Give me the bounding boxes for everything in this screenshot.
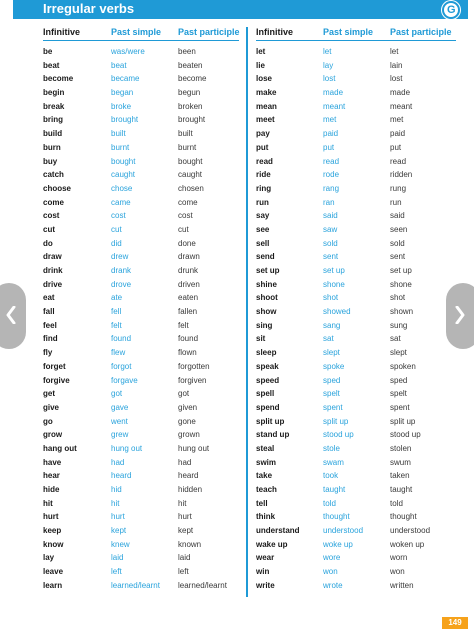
verb-form-cell: make	[256, 88, 277, 98]
verb-form-cell: lost	[390, 74, 403, 84]
verb-form-cell: split up	[390, 416, 416, 426]
verb-form-cell: hang out	[43, 443, 77, 453]
verb-form-cell: bring	[43, 115, 63, 125]
verb-form-cell: drove	[111, 279, 132, 289]
verb-form-cell: hung out	[111, 443, 143, 453]
left-past-participle-column	[178, 45, 227, 593]
verb-form-cell: show	[256, 307, 277, 317]
verb-form-cell: went	[111, 416, 128, 426]
verb-form-cell: catch	[43, 170, 64, 180]
verb-form-cell: took	[323, 471, 339, 481]
verb-form-cell: split up	[256, 416, 285, 426]
verb-form-cell: lost	[323, 74, 336, 84]
verb-form-cell: found	[111, 334, 132, 344]
verb-form-cell: cost	[178, 211, 193, 221]
verb-form-cell: sent	[323, 252, 339, 262]
verb-form-cell: spent	[390, 402, 410, 412]
verb-form-cell: was/were	[111, 47, 145, 56]
verb-form-cell: stolen	[390, 443, 412, 453]
verb-form-cell: caught	[111, 170, 136, 180]
verb-form-cell: ate	[111, 293, 123, 303]
verb-form-cell: sat	[390, 334, 401, 344]
verb-form-cell: cut	[111, 224, 122, 234]
verb-form-cell: flew	[111, 348, 126, 358]
verb-form-cell: burnt	[111, 142, 130, 152]
chevron-left-icon	[6, 306, 16, 324]
verb-form-cell: draw	[43, 252, 62, 262]
verb-form-cell: sold	[390, 238, 405, 248]
verb-form-cell: understand	[256, 526, 300, 536]
verb-form-cell: heard	[178, 471, 199, 481]
verb-form-cell: had	[111, 457, 125, 467]
verb-form-cell: came	[111, 197, 131, 207]
verb-form-cell: beat	[111, 60, 127, 70]
verb-form-cell: sold	[323, 238, 338, 248]
verb-form-cell: sung	[390, 320, 408, 330]
verb-form-cell: seen	[390, 224, 408, 234]
verb-form-cell: shot	[390, 293, 406, 303]
verb-form-cell: hung out	[178, 443, 210, 453]
verb-form-cell: put	[323, 142, 335, 152]
verb-form-cell: got	[178, 389, 190, 399]
right-infinitive-column	[256, 45, 300, 593]
verb-form-cell: let	[323, 47, 332, 56]
verb-form-cell: won	[323, 567, 338, 577]
verb-form-cell: become	[43, 74, 74, 84]
left-infinitive-column	[43, 45, 77, 593]
logo-letter: G	[447, 4, 456, 16]
verb-form-cell: brought	[111, 115, 139, 125]
verb-form-cell: drew	[111, 252, 129, 262]
verb-form-cell: find	[43, 334, 58, 344]
verb-form-cell: teach	[256, 485, 277, 494]
verb-form-cell: spend	[256, 402, 280, 412]
verb-form-cell: hidden	[178, 485, 203, 494]
verb-form-cell: rung	[390, 183, 407, 193]
verb-form-cell: run	[256, 197, 269, 207]
verb-form-cell: understood	[390, 526, 431, 536]
verb-form-cell: spelt	[390, 389, 407, 399]
verb-form-cell: wrote	[323, 580, 343, 590]
verb-form-cell: built	[178, 129, 193, 139]
verb-form-cell: sped	[390, 375, 408, 385]
right-heading-past-participle: Past participle	[390, 27, 452, 37]
verb-form-cell: cut	[178, 224, 189, 234]
verb-form-cell: sped	[323, 375, 341, 385]
verb-form-cell: felt	[111, 320, 122, 330]
verb-form-cell: drunk	[178, 266, 199, 275]
verb-form-cell: stole	[323, 443, 340, 453]
verb-form-cell: swim	[256, 457, 277, 467]
verb-form-cell: shone	[323, 279, 345, 289]
verb-form-cell: hit	[111, 498, 120, 508]
verb-form-cell: shown	[390, 307, 414, 317]
page-footer	[13, 617, 468, 629]
verb-form-cell: slept	[323, 348, 340, 358]
verb-form-cell: eat	[43, 293, 55, 303]
verb-form-cell: stood up	[323, 430, 354, 440]
verb-form-cell: ride	[256, 170, 271, 180]
verb-form-cell: cost	[43, 211, 60, 221]
verb-form-cell: forget	[43, 361, 66, 371]
verb-form-cell: gone	[178, 416, 196, 426]
left-heading-past-participle: Past participle	[178, 27, 240, 37]
verb-form-cell: keep	[43, 526, 62, 536]
verb-form-cell: sang	[323, 320, 341, 330]
verb-form-cell: split up	[323, 416, 349, 426]
verb-form-cell: break	[43, 101, 65, 111]
column-divider	[246, 27, 248, 597]
verb-form-cell: sat	[323, 334, 334, 344]
verb-form-cell: known	[178, 539, 202, 549]
verb-form-cell: sleep	[256, 348, 277, 358]
verb-form-cell: read	[323, 156, 340, 166]
verb-form-cell: rang	[323, 183, 340, 193]
verb-form-cell: had	[178, 457, 192, 467]
verb-form-cell: hurt	[43, 512, 59, 522]
verb-form-cell: be	[43, 47, 53, 56]
verb-form-cell: swum	[390, 457, 411, 467]
verb-form-cell: built	[111, 129, 126, 139]
verb-form-cell: fly	[43, 348, 53, 358]
verb-form-cell: forgive	[43, 375, 70, 385]
verb-form-cell: spelt	[323, 389, 340, 399]
verb-form-cell: stand up	[256, 430, 290, 440]
verb-form-cell: met	[323, 115, 337, 125]
verb-form-cell: think	[256, 512, 276, 522]
left-heading-past-simple: Past simple	[111, 27, 162, 37]
page-number-badge: 149	[442, 617, 468, 629]
verb-form-cell: set up	[390, 266, 412, 275]
verb-form-cell: saw	[323, 224, 338, 234]
verb-form-cell: learn	[43, 580, 63, 590]
verb-form-cell: felt	[178, 320, 189, 330]
verb-form-cell: ran	[323, 197, 335, 207]
verb-form-cell: chose	[111, 183, 133, 193]
verb-form-cell: shoot	[256, 293, 278, 303]
verb-form-cell: put	[256, 142, 269, 152]
verb-form-cell: taught	[390, 485, 413, 494]
verb-form-cell: come	[43, 197, 64, 207]
verb-form-cell: hide	[43, 485, 60, 494]
verb-form-cell: speak	[256, 361, 279, 371]
verb-form-cell: see	[256, 224, 270, 234]
verb-form-cell: fall	[43, 307, 55, 317]
verb-form-cell: build	[43, 129, 63, 139]
verb-form-cell: spent	[323, 402, 343, 412]
verb-form-cell: kept	[178, 526, 194, 536]
verb-form-cell: set up	[323, 266, 345, 275]
verb-form-cell: laid	[178, 553, 191, 563]
verb-form-cell: shone	[390, 279, 412, 289]
verb-form-cell: made	[390, 88, 411, 98]
verb-form-cell: do	[43, 238, 53, 248]
verb-form-cell: driven	[178, 279, 200, 289]
right-heading-rule	[256, 40, 456, 41]
verb-form-cell: done	[178, 238, 196, 248]
verb-form-cell: sent	[390, 252, 406, 262]
verb-form-cell: meet	[256, 115, 275, 125]
verb-form-cell: eaten	[178, 293, 199, 303]
verb-form-cell: thought	[390, 512, 417, 522]
verb-form-cell: sing	[256, 320, 273, 330]
verb-form-cell: knew	[111, 539, 130, 549]
verb-form-cell: drink	[43, 266, 63, 275]
verb-form-cell: tell	[256, 498, 268, 508]
verb-form-cell: shot	[323, 293, 339, 303]
verb-form-cell: won	[390, 567, 405, 577]
verb-form-cell: write	[256, 580, 275, 590]
verb-form-cell: grow	[43, 430, 63, 440]
verb-form-cell: forgiven	[178, 375, 207, 385]
verb-form-cell: thought	[323, 512, 350, 522]
verb-form-cell: been	[178, 47, 196, 56]
verb-form-cell: hurt	[111, 512, 125, 522]
verb-form-cell: read	[256, 156, 273, 166]
verb-form-cell: woken up	[390, 539, 425, 549]
verb-form-cell: written	[390, 580, 414, 590]
verb-form-cell: rode	[323, 170, 340, 180]
verb-form-cell: burn	[43, 142, 61, 152]
verb-form-cell: drank	[111, 266, 132, 275]
right-past-participle-column	[390, 45, 430, 593]
verb-form-cell: forgave	[111, 375, 138, 385]
verb-form-cell: learned/learnt	[178, 580, 227, 590]
textbook-page	[13, 0, 468, 632]
verb-form-cell: bought	[178, 156, 203, 166]
verb-form-cell: hid	[111, 485, 122, 494]
verb-form-cell: stood up	[390, 430, 421, 440]
verb-form-cell: made	[323, 88, 344, 98]
verb-form-cell: drawn	[178, 252, 200, 262]
right-heading-infinitive: Infinitive	[256, 27, 294, 37]
verb-form-cell: run	[390, 197, 402, 207]
verb-form-cell: meant	[323, 101, 346, 111]
right-past-simple-column	[323, 45, 363, 593]
verb-form-cell: steal	[256, 443, 275, 453]
verb-form-cell: have	[43, 457, 62, 467]
verb-form-cell: go	[43, 416, 53, 426]
verb-form-cell: kept	[111, 526, 127, 536]
verb-form-cell: begin	[43, 88, 65, 98]
verb-form-cell: get	[43, 389, 55, 399]
verb-form-cell: told	[390, 498, 403, 508]
verb-form-cell: grown	[178, 430, 200, 440]
verb-form-cell: hit	[43, 498, 53, 508]
verb-form-cell: broke	[111, 101, 132, 111]
verb-form-cell: wore	[323, 553, 341, 563]
verb-form-cell: lose	[256, 74, 273, 84]
verb-form-cell: swam	[323, 457, 344, 467]
verb-form-cell: woke up	[323, 539, 353, 549]
verb-form-cell: bought	[111, 156, 136, 166]
verb-form-cell: got	[111, 389, 123, 399]
verb-form-cell: heard	[111, 471, 132, 481]
verb-form-cell: meant	[390, 101, 413, 111]
verb-form-cell: become	[178, 74, 207, 84]
verb-form-cell: drive	[43, 279, 63, 289]
verb-form-cell: wake up	[256, 539, 288, 549]
verb-form-cell: cut	[43, 224, 55, 234]
verb-form-cell: sell	[256, 238, 270, 248]
verb-form-cell: forgotten	[178, 361, 210, 371]
verb-form-cell: lay	[43, 553, 55, 563]
previous-page-button[interactable]	[0, 283, 26, 349]
verb-form-cell: pay	[256, 129, 270, 139]
verb-form-cell: take	[256, 471, 273, 481]
verb-form-cell: forgot	[111, 361, 132, 371]
verb-form-cell: leave	[43, 567, 64, 577]
left-heading-infinitive: Infinitive	[43, 27, 81, 37]
verb-form-cell: left	[178, 567, 189, 577]
verb-form-cell: told	[323, 498, 336, 508]
verb-form-cell: give	[43, 402, 60, 412]
verb-form-cell: spoken	[390, 361, 416, 371]
verb-form-cell: did	[111, 238, 122, 248]
verb-form-cell: began	[111, 88, 134, 98]
verb-form-cell: send	[256, 252, 275, 262]
verb-form-cell: say	[256, 211, 270, 221]
verb-form-cell: lie	[256, 60, 265, 70]
verb-form-cell: feel	[43, 320, 57, 330]
right-heading-past-simple: Past simple	[323, 27, 374, 37]
verb-form-cell: lay	[323, 60, 334, 70]
verb-form-cell: wear	[256, 553, 275, 563]
verb-form-cell: begun	[178, 88, 201, 98]
verb-form-cell: speed	[256, 375, 280, 385]
verb-form-cell: worn	[390, 553, 408, 563]
verb-form-cell: set up	[256, 266, 280, 275]
verb-form-cell: sit	[256, 334, 266, 344]
verb-form-cell: broken	[178, 101, 203, 111]
verb-form-cell: choose	[43, 183, 72, 193]
verb-form-cell: let	[256, 47, 266, 56]
verb-form-cell: said	[323, 211, 338, 221]
verb-form-cell: chosen	[178, 183, 204, 193]
verb-form-cell: lain	[390, 60, 403, 70]
verb-form-cell: met	[390, 115, 404, 125]
page-header	[13, 0, 468, 19]
verb-form-cell: paid	[323, 129, 339, 139]
verb-form-cell: ring	[256, 183, 272, 193]
verb-form-cell: spell	[256, 389, 275, 399]
verb-form-cell: paid	[390, 129, 406, 139]
verb-form-cell: win	[256, 567, 270, 577]
verb-form-cell: let	[390, 47, 399, 56]
verb-form-cell: caught	[178, 170, 203, 180]
verb-form-cell: spoke	[323, 361, 345, 371]
verb-form-cell: fell	[111, 307, 122, 317]
verb-form-cell: taught	[323, 485, 346, 494]
publisher-logo-icon	[442, 1, 460, 19]
verb-form-cell: come	[178, 197, 198, 207]
verb-form-cell: learned/learnt	[111, 580, 160, 590]
left-past-simple-column	[111, 45, 160, 593]
verb-form-cell: understood	[323, 526, 364, 536]
page-title: Irregular verbs	[43, 1, 135, 16]
verb-form-cell: left	[111, 567, 122, 577]
verb-form-cell: fallen	[178, 307, 198, 317]
verb-form-cell: given	[178, 402, 198, 412]
verb-form-cell: beaten	[178, 60, 203, 70]
verb-form-cell: know	[43, 539, 64, 549]
verb-form-cell: said	[390, 211, 405, 221]
verb-form-cell: hit	[178, 498, 187, 508]
verb-form-cell: showed	[323, 307, 351, 317]
verb-form-cell: ridden	[390, 170, 413, 180]
verb-form-cell: grew	[111, 430, 129, 440]
chevron-right-icon	[455, 306, 465, 324]
left-heading-rule	[43, 40, 239, 41]
verb-form-cell: flown	[178, 348, 197, 358]
verb-form-cell: found	[178, 334, 199, 344]
verb-form-cell: read	[390, 156, 407, 166]
verb-form-cell: shine	[256, 279, 277, 289]
verb-form-cell: cost	[111, 211, 126, 221]
verb-form-cell: hear	[43, 471, 60, 481]
next-page-button[interactable]	[446, 283, 474, 349]
verb-form-cell: gave	[111, 402, 129, 412]
verb-form-cell: laid	[111, 553, 124, 563]
verb-form-cell: became	[111, 74, 140, 84]
verb-form-cell: put	[390, 142, 402, 152]
verb-form-cell: hurt	[178, 512, 192, 522]
verb-form-cell: slept	[390, 348, 407, 358]
verb-form-cell: taken	[390, 471, 410, 481]
verb-form-cell: beat	[43, 60, 60, 70]
verb-form-cell: brought	[178, 115, 206, 125]
verb-form-cell: buy	[43, 156, 58, 166]
verb-form-cell: mean	[256, 101, 277, 111]
verb-form-cell: burnt	[178, 142, 197, 152]
